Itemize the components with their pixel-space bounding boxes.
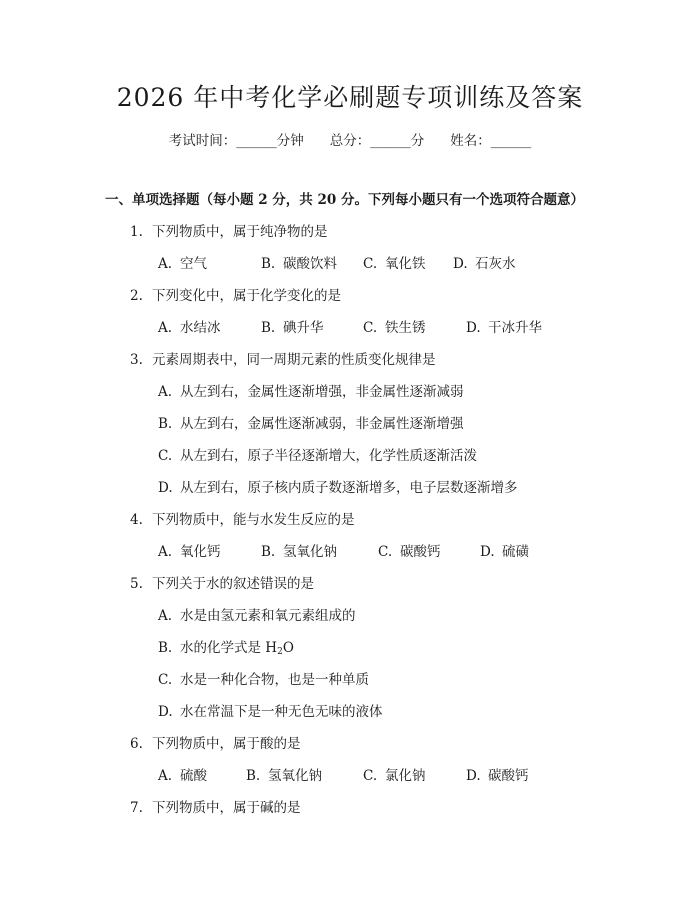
question-5-option-d: D. 水在常温下是一种无色无味的液体 — [158, 704, 383, 720]
option-a: A. 硫酸 — [158, 768, 207, 784]
student-name-field: 姓名：______ — [450, 133, 532, 149]
question-text: 下列物质中，属于碱的是 — [152, 800, 301, 816]
question-text: 下列关于水的叙述错误的是 — [152, 576, 314, 592]
option-b: B. 氢氧化钠 — [246, 768, 322, 784]
option-a: A. 空气 — [158, 256, 207, 272]
question-text: 下列变化中，属于化学变化的是 — [152, 288, 341, 304]
question-text: 下列物质中，能与水发生反应的是 — [152, 512, 355, 528]
option-d: D. 硫磺 — [480, 544, 529, 560]
question-text: 元素周期表中，同一周期元素的性质变化规律是 — [152, 352, 436, 368]
question-2 — [130, 286, 341, 306]
question-5 — [130, 574, 314, 594]
option-b: B. 氢氧化钠 — [261, 544, 337, 560]
question-5-option-a: A. 水是由氢元素和氧元素组成的 — [158, 608, 356, 624]
question-number: 7. — [130, 800, 143, 816]
question-3-option-d: D. 从左到右，原子核内质子数逐渐增多，电子层数逐渐增多 — [158, 480, 518, 496]
option-b: B. 碳酸饮料 — [261, 256, 337, 272]
option-d: D. 碳酸钙 — [466, 768, 529, 784]
question-number: 5. — [130, 576, 143, 592]
question-number: 6. — [130, 736, 143, 752]
question-7 — [130, 798, 301, 818]
question-number: 1. — [130, 224, 143, 240]
question-5-option-c: C. 水是一种化合物，也是一种单质 — [158, 672, 369, 688]
option-b: B. 碘升华 — [261, 320, 324, 336]
option-d: D. 干冰升华 — [466, 320, 542, 336]
page-title: 2026 年中考化学必刷题专项训练及答案 — [116, 83, 584, 112]
option-c: C. 铁生锈 — [363, 320, 426, 336]
option-d: D. 石灰水 — [453, 256, 516, 272]
question-3-option-a: A. 从左到右，金属性逐渐增强，非金属性逐渐减弱 — [158, 384, 464, 400]
question-number: 3. — [130, 352, 143, 368]
total-score-field: 总分：______分 — [329, 133, 425, 149]
question-3-option-c: C. 从左到右，原子半径逐渐增大，化学性质逐渐活泼 — [158, 448, 477, 464]
option-a: A. 水结冰 — [158, 320, 221, 336]
question-number: 4. — [130, 512, 143, 528]
question-number: 2. — [130, 288, 143, 304]
question-text: 下列物质中，属于酸的是 — [152, 736, 301, 752]
subscript-2: 2 — [277, 647, 283, 657]
exam-time-field: 考试时间：______分钟 — [168, 133, 304, 149]
question-5-option-b: B. 水的化学式是 $H_2O$ — [158, 640, 294, 657]
section-heading: 一、单项选择题（每小题 2 分，共 20 分。下列每小题只有一个选项符合题意） — [105, 192, 584, 208]
option-a: A. 氧化钙 — [158, 544, 221, 560]
question-3 — [130, 350, 436, 370]
question-6 — [130, 734, 301, 754]
option-c: C. 碳酸钙 — [378, 544, 441, 560]
question-1 — [130, 222, 328, 242]
question-4 — [130, 510, 355, 530]
option-c: C. 氧化铁 — [363, 256, 426, 272]
option-c: C. 氯化钠 — [363, 768, 426, 784]
question-3-option-b: B. 从左到右，金属性逐渐减弱，非金属性逐渐增强 — [158, 416, 464, 432]
question-text: 下列物质中，属于纯净物的是 — [152, 224, 328, 240]
exam-info — [0, 131, 700, 151]
